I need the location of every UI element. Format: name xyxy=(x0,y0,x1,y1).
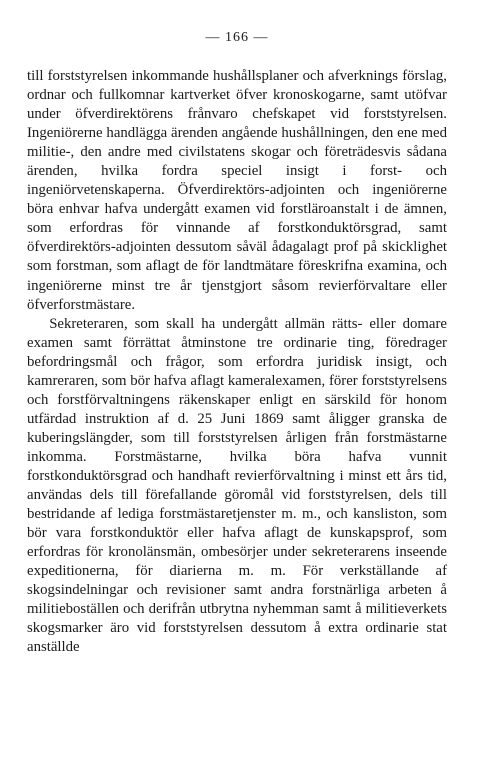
paragraph-2: Sekreteraren, som skall ha undergått allmän rätts- eller domare examen samt förrättat åtminstone tre ordinarie ting, föredrager befordringsmål och frågor, som erfordra juridisk insigt, och kamreraren, som bör hafva aflagt kameralexamen, förer forststyrelsens och forstförvaltningens räkenskaper enligt en särskild för honom utfärdad instruktion af d. 25 Juni 1869 samt åligger granska de kuberingslängder, som till forststyrelsen årligen från forstmästarne inkomma. Forstmästarne, hvilka böra hafva vunnit forstkonduktörsgrad och handhaft revierförvaltning i minst ett års tid, användas dels till förefallande göromål vid forststyrelsen, dels till bestridande af lediga forstmästaretjenster m. m., och kansliston, som bör vara forstkonduktör eller hafva aflagt de kunskapsprof, som erfordras för kronolänsmän, ombesörjer under sekreterarens inseende expeditionerna, för diarierna m. m. För verkställande af skogsindelningar och revisioner samt andra forstnärliga arbeten å militieboställen och derifrån utbrytna nyhemman samt å militieverkets skogsmarker äro vid forststyrelsen dessutom å extra ordinarie stat anställde xyxy=(27,315,447,656)
body-text xyxy=(27,67,447,657)
page-number: — 166 — xyxy=(205,30,269,45)
paragraph-1: till forststyrelsen inkommande hushållsplaner och afverknings förslag, ordnar och fullkomnar kartverket öfver kronoskogarne, samt utöfvar under öfverdirektörens frånvaro chefskapet vid forststyrelsen. Ingeniörerne handlägga ärenden angående hushållningen, den ene med militie-, den andre med civilstatens skogar och företrädesvis sådana ärenden, hvilka fordra speciel insigt i forst- och ingeniörvetenskaperna. Öfverdirektörs-adjointen och ingeniörerne böra enhvar hafva undergått examen vid forstläroanstalt i de ämnen, som erfordras för vinnande af forstkonduktörsgrad, samt öfverdirektörs-adjointen dessutom såväl ådagalagt prof på skicklighet som forstman, som aflagt de för landtmätare föreskrifna examina, och ingeniörerne minst tre år tjenstgjort såsom revierförvaltare eller öfverforstmästare. xyxy=(27,68,447,313)
book-page xyxy=(27,30,447,657)
